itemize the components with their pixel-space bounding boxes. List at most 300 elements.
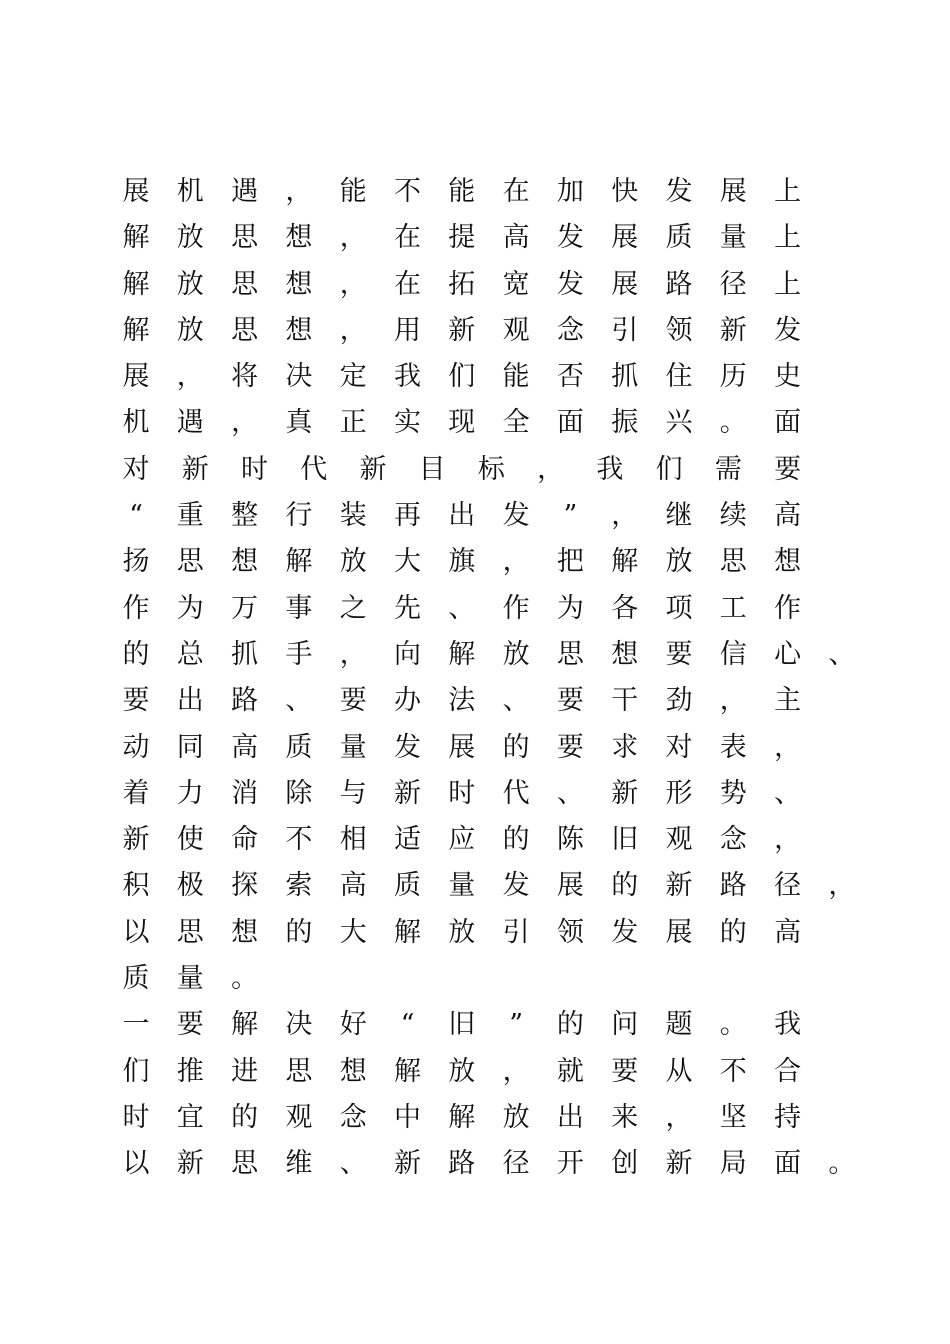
text-char: 路 <box>231 685 259 717</box>
text-char: ， <box>774 731 802 763</box>
text-char: 手 <box>285 638 313 670</box>
text-char: 提 <box>448 222 476 254</box>
text-char: 抓 <box>231 638 259 670</box>
text-char: 要 <box>665 638 693 670</box>
text-char: ， <box>665 1101 693 1133</box>
text-char: 时 <box>448 777 476 809</box>
text-char: 面 <box>774 1148 802 1180</box>
text-char: 真 <box>285 407 313 439</box>
text-char: 来 <box>611 1101 639 1133</box>
text-char: 代 <box>502 777 530 809</box>
text-char: ， <box>176 361 204 393</box>
text-char: 局 <box>719 1148 747 1180</box>
text-char: 就 <box>556 1055 584 1087</box>
text-char: 的 <box>231 1101 259 1133</box>
text-char: 新 <box>122 824 150 856</box>
text-char: 要 <box>122 685 150 717</box>
text-char: 拓 <box>448 268 476 300</box>
text-line <box>118 1001 878 1047</box>
text-char: 机 <box>122 407 150 439</box>
text-char: 将 <box>231 361 259 393</box>
text-char: 装 <box>339 500 367 532</box>
text-line <box>118 631 878 677</box>
text-char: 面 <box>774 407 802 439</box>
text-char: 解 <box>394 1055 421 1087</box>
text-char: 适 <box>394 824 421 856</box>
text-char: 开 <box>556 1148 584 1180</box>
text-char: 新 <box>611 777 639 809</box>
text-char: 展 <box>122 176 150 207</box>
text-char: ， <box>339 314 367 346</box>
text-char: 质 <box>665 222 693 254</box>
text-char: 要 <box>611 1055 639 1087</box>
text-char: 放 <box>502 638 530 670</box>
text-char: ， <box>231 407 259 439</box>
text-char: 放 <box>176 268 204 300</box>
text-char: 决 <box>285 361 313 393</box>
text-line <box>118 492 878 538</box>
text-char: 遇 <box>176 407 204 439</box>
text-char: 创 <box>611 1148 639 1180</box>
text-char: 。 <box>719 407 747 439</box>
text-char: 的 <box>122 638 150 670</box>
text-char: 新 <box>719 314 747 346</box>
text-char: ， <box>828 870 856 902</box>
text-char: 要 <box>339 685 367 717</box>
text-char: 出 <box>556 1101 584 1133</box>
text-char: 表 <box>719 731 747 763</box>
text-char: 再 <box>394 500 421 532</box>
text-line <box>118 862 878 908</box>
text-line <box>118 538 878 584</box>
text-char: 思 <box>176 546 204 578</box>
text-char: 解 <box>122 268 150 300</box>
text-char: 宽 <box>502 268 530 300</box>
text-char: 工 <box>719 592 747 624</box>
text-char: 进 <box>231 1055 259 1087</box>
text-line <box>118 446 878 492</box>
text-char: ， <box>611 500 639 532</box>
text-char: ， <box>339 638 367 670</box>
text-char: 新 <box>176 1148 204 1180</box>
text-line <box>118 724 878 770</box>
text-char: 动 <box>122 731 150 763</box>
text-char: 抓 <box>611 361 639 393</box>
text-char: 们 <box>655 453 683 485</box>
text-char: 展 <box>611 268 639 300</box>
text-line <box>118 770 878 816</box>
text-line <box>118 261 878 307</box>
text-char: ， <box>339 222 367 254</box>
text-char: 相 <box>339 824 367 856</box>
text-char: 。 <box>828 1148 856 1180</box>
text-char: 解 <box>122 314 150 346</box>
text-char: 心 <box>774 638 802 670</box>
text-char: 念 <box>556 314 584 346</box>
text-char: 坚 <box>719 1101 747 1133</box>
text-char: 同 <box>176 731 204 763</box>
text-char: 以 <box>122 916 150 948</box>
text-char: 放 <box>502 1101 530 1133</box>
text-char: 。 <box>719 1009 747 1041</box>
text-line <box>118 677 878 723</box>
text-char: 使 <box>176 824 204 856</box>
text-char: 否 <box>556 361 584 393</box>
text-char: 在 <box>502 176 530 207</box>
text-char: 高 <box>339 870 367 902</box>
text-char: 一 <box>122 1009 150 1041</box>
text-char: 先 <box>394 592 421 624</box>
text-char: 持 <box>774 1101 802 1133</box>
text-char: 决 <box>285 1009 313 1041</box>
text-line <box>118 1094 878 1140</box>
text-char: 高 <box>502 222 530 254</box>
text-char: 解 <box>231 1009 259 1041</box>
text-char: 念 <box>339 1101 367 1133</box>
text-char: 新 <box>394 1148 421 1180</box>
text-char: 遇 <box>231 176 259 207</box>
text-char: 作 <box>122 592 150 624</box>
text-char: 解 <box>448 638 476 670</box>
text-char: 加 <box>556 176 584 207</box>
text-char: 续 <box>719 500 747 532</box>
text-char: 能 <box>502 361 530 393</box>
text-char: 与 <box>339 777 367 809</box>
text-char: 积 <box>122 870 150 902</box>
text-char: 展 <box>611 222 639 254</box>
text-char: 目 <box>418 453 446 485</box>
text-char: 发 <box>556 268 584 300</box>
text-char: 径 <box>774 870 802 902</box>
text-char: 想 <box>231 546 259 578</box>
text-char: 在 <box>394 222 421 254</box>
text-char: 放 <box>176 222 204 254</box>
text-char: 发 <box>665 176 693 207</box>
text-char: 对 <box>665 731 693 763</box>
text-char: 上 <box>774 268 802 300</box>
text-char: 宜 <box>176 1101 204 1133</box>
text-char: 项 <box>665 592 693 624</box>
text-char: 振 <box>611 407 639 439</box>
text-char: 全 <box>502 407 530 439</box>
text-char: 展 <box>556 870 584 902</box>
body-text <box>118 168 878 1187</box>
text-char: 引 <box>611 314 639 346</box>
text-char: 用 <box>394 314 421 346</box>
text-char: 主 <box>774 685 802 717</box>
text-char: ， <box>719 685 747 717</box>
text-char: 放 <box>339 546 367 578</box>
text-char: 思 <box>176 916 204 948</box>
text-line <box>118 214 878 260</box>
text-char: 新 <box>181 453 209 485</box>
text-char: 发 <box>774 314 802 346</box>
text-char: 路 <box>719 870 747 902</box>
text-char: 思 <box>231 314 259 346</box>
text-char: 除 <box>285 777 313 809</box>
text-char: 向 <box>394 638 421 670</box>
text-line <box>118 307 878 353</box>
text-char: ， <box>339 268 367 300</box>
text-char: 探 <box>231 870 259 902</box>
text-char: 之 <box>339 592 367 624</box>
text-char: 快 <box>611 176 639 207</box>
text-char: 放 <box>448 916 476 948</box>
text-char: 不 <box>285 824 313 856</box>
text-char: 为 <box>556 592 584 624</box>
text-char: 面 <box>556 407 584 439</box>
text-char: 命 <box>231 824 259 856</box>
text-char: 定 <box>339 361 367 393</box>
text-line <box>118 168 878 214</box>
text-char: 、 <box>828 638 856 670</box>
text-char: 展 <box>122 361 150 393</box>
text-char: 新 <box>665 1148 693 1180</box>
text-char: 史 <box>774 361 802 393</box>
text-line <box>118 353 878 399</box>
text-char: 、 <box>774 777 802 809</box>
text-char: 问 <box>611 1009 639 1041</box>
text-char: 解 <box>394 916 421 948</box>
text-char: 展 <box>665 916 693 948</box>
text-char: 各 <box>611 592 639 624</box>
text-char: 、 <box>339 1148 367 1180</box>
text-char: 放 <box>665 546 693 578</box>
text-char: 新 <box>359 453 387 485</box>
text-char: 现 <box>448 407 476 439</box>
text-char: 展 <box>719 176 747 207</box>
text-char: 领 <box>665 314 693 346</box>
text-char: 要 <box>556 731 584 763</box>
text-char: 不 <box>394 176 421 207</box>
text-char: 发 <box>502 500 530 532</box>
text-char: 总 <box>176 638 204 670</box>
text-char: 、 <box>448 592 476 624</box>
text-char: 上 <box>774 222 802 254</box>
text-char: 的 <box>611 870 639 902</box>
text-char: 路 <box>665 268 693 300</box>
text-char: 观 <box>502 314 530 346</box>
text-char: 扬 <box>122 546 150 578</box>
text-char: 极 <box>176 870 204 902</box>
text-char: 想 <box>285 268 313 300</box>
text-char: 消 <box>231 777 259 809</box>
text-char: 、 <box>285 685 313 717</box>
text-char: 干 <box>611 685 639 717</box>
text-char: 路 <box>448 1148 476 1180</box>
text-char: 兴 <box>665 407 693 439</box>
text-char: 机 <box>176 176 204 207</box>
text-char: 质 <box>285 731 313 763</box>
text-char: 径 <box>719 268 747 300</box>
text-char: 历 <box>719 361 747 393</box>
text-char: 放 <box>448 1055 476 1087</box>
text-char: 念 <box>719 824 747 856</box>
text-char: 高 <box>774 500 802 532</box>
text-char: 质 <box>394 870 421 902</box>
text-char: 的 <box>502 731 530 763</box>
text-line <box>118 816 878 862</box>
text-char: 事 <box>285 592 313 624</box>
text-char: 对 <box>122 453 150 485</box>
text-char: 实 <box>394 407 421 439</box>
text-char: 着 <box>122 777 150 809</box>
text-char: 解 <box>285 546 313 578</box>
text-char: 需 <box>714 453 742 485</box>
text-char: 旧 <box>611 824 639 856</box>
text-char: 把 <box>556 546 584 578</box>
text-char: 观 <box>285 1101 313 1133</box>
text-char: 思 <box>556 638 584 670</box>
text-char: 我 <box>774 1009 802 1041</box>
text-char: 新 <box>448 314 476 346</box>
text-char: 观 <box>665 824 693 856</box>
text-char: 形 <box>665 777 693 809</box>
text-char: ” <box>563 500 578 532</box>
text-char: 想 <box>231 916 259 948</box>
text-char: 大 <box>394 546 421 578</box>
text-char: 引 <box>502 916 530 948</box>
text-char: 新 <box>394 777 421 809</box>
text-char: 想 <box>611 638 639 670</box>
text-char: 要 <box>556 685 584 717</box>
text-char: 量 <box>448 870 476 902</box>
text-char: ， <box>502 546 530 578</box>
text-char: 劲 <box>665 685 693 717</box>
text-char: ， <box>502 1055 530 1087</box>
text-line <box>118 585 878 631</box>
text-char: ， <box>285 176 313 207</box>
text-char: 代 <box>300 453 328 485</box>
text-char: 标 <box>477 453 505 485</box>
text-char: 题 <box>665 1009 693 1041</box>
text-char: 想 <box>339 1055 367 1087</box>
text-char: 量 <box>719 222 747 254</box>
text-char: 发 <box>611 916 639 948</box>
text-char: 要 <box>774 453 802 485</box>
text-char: 在 <box>394 268 421 300</box>
text-char: 、 <box>502 685 530 717</box>
text-char: 办 <box>394 685 421 717</box>
text-char: 量 <box>176 963 204 995</box>
text-char: 时 <box>122 1101 150 1133</box>
text-char: 放 <box>176 314 204 346</box>
text-char: 能 <box>339 176 367 207</box>
text-char: 思 <box>285 1055 313 1087</box>
text-char: 出 <box>448 500 476 532</box>
text-char: 不 <box>719 1055 747 1087</box>
text-char: 大 <box>339 916 367 948</box>
text-char: 从 <box>665 1055 693 1087</box>
text-char: 法 <box>448 685 476 717</box>
text-line <box>118 399 878 445</box>
text-line <box>118 1140 878 1186</box>
text-char: 中 <box>394 1101 421 1133</box>
text-char: ， <box>537 453 565 485</box>
text-char: 上 <box>774 176 802 207</box>
text-char: 思 <box>231 1148 259 1180</box>
text-char: 的 <box>556 1009 584 1041</box>
text-char: 以 <box>122 1148 150 1180</box>
text-char: 思 <box>719 546 747 578</box>
text-char: 陈 <box>556 824 584 856</box>
text-char: 解 <box>448 1101 476 1133</box>
text-char: 解 <box>122 222 150 254</box>
text-char: 住 <box>665 361 693 393</box>
text-char: 时 <box>240 453 268 485</box>
text-char: ” <box>509 1009 523 1041</box>
text-char: 发 <box>394 731 421 763</box>
text-char: 径 <box>502 1148 530 1180</box>
text-char: 新 <box>665 870 693 902</box>
text-char: 要 <box>176 1009 204 1041</box>
text-char: 出 <box>176 685 204 717</box>
text-char: 能 <box>448 176 476 207</box>
text-char: “ <box>129 500 143 532</box>
text-char: 为 <box>176 592 204 624</box>
text-char: 力 <box>176 777 204 809</box>
text-char: 想 <box>285 222 313 254</box>
text-char: 的 <box>502 824 530 856</box>
text-char: 高 <box>231 731 259 763</box>
text-char: 思 <box>231 268 259 300</box>
text-char: 想 <box>774 546 802 578</box>
text-char: 万 <box>231 592 259 624</box>
text-char: 继 <box>665 500 693 532</box>
text-char: 想 <box>285 314 313 346</box>
text-char: 发 <box>556 222 584 254</box>
text-char: 我 <box>596 453 624 485</box>
text-char: 索 <box>285 870 313 902</box>
text-char: ， <box>774 824 802 856</box>
text-char: 展 <box>448 731 476 763</box>
text-char: 好 <box>339 1009 367 1041</box>
text-char: 势 <box>719 777 747 809</box>
text-char: 们 <box>448 361 476 393</box>
text-line <box>118 909 878 955</box>
text-char: “ <box>400 1009 415 1041</box>
text-char: 们 <box>122 1055 150 1087</box>
text-char: 合 <box>774 1055 802 1087</box>
text-char: 我 <box>394 361 421 393</box>
text-char: 发 <box>502 870 530 902</box>
text-char: 的 <box>719 916 747 948</box>
text-char: 正 <box>339 407 367 439</box>
text-char: 行 <box>285 500 313 532</box>
text-char: 整 <box>231 500 259 532</box>
text-char: 应 <box>448 824 476 856</box>
text-char: 。 <box>231 963 259 995</box>
text-char: 质 <box>122 963 150 995</box>
text-char: 领 <box>556 916 584 948</box>
text-char: 求 <box>611 731 639 763</box>
text-char: 作 <box>502 592 530 624</box>
text-line <box>118 1048 878 1094</box>
text-char: 量 <box>339 731 367 763</box>
text-char: 解 <box>611 546 639 578</box>
text-line <box>118 955 878 1001</box>
text-char: 高 <box>774 916 802 948</box>
text-char: 推 <box>176 1055 204 1087</box>
text-char: 重 <box>176 500 204 532</box>
text-char: 信 <box>719 638 747 670</box>
text-char: 思 <box>231 222 259 254</box>
text-char: 旧 <box>448 1009 476 1041</box>
text-char: 作 <box>774 592 802 624</box>
text-char: 、 <box>556 777 584 809</box>
text-char: 旗 <box>448 546 476 578</box>
text-char: 维 <box>285 1148 313 1180</box>
